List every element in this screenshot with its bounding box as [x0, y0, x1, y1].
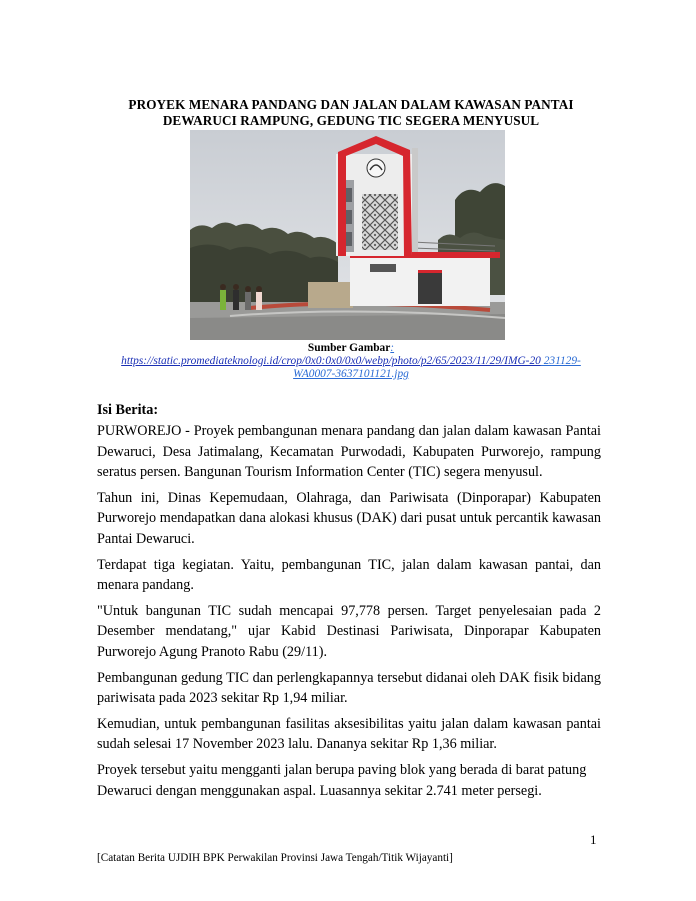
paragraph: Terdapat tiga kegiatan. Yaitu, pembangunan TIC, jalan dalam kawasan pantai, dan menara pandang.	[97, 556, 601, 594]
image-source-link[interactable]: https://static.promediateknologi.id/crop/0x0:0x0/0x0/webp/photo/p2/65/2023/11/29/IMG-20	[121, 355, 541, 367]
title-line-1: PROYEK MENARA PANDANG DAN JALAN DALAM KAWASAN PANTAI	[128, 97, 574, 112]
news-photo	[190, 130, 505, 340]
image-source-link-part-3[interactable]: WA0007-3637101121.jpg	[293, 368, 409, 380]
image-source-link-part-2[interactable]: 231129-	[540, 355, 581, 367]
article-title	[96, 97, 606, 129]
paragraph: Tahun ini, Dinas Kepemudaan, Olahraga, dan Pariwisata (Dinporapar) Kabupaten Purworejo mendapatkan dana alokasi khusus (DAK) dari pusat untuk percantik kawasan Pantai Dewaruci.	[97, 489, 601, 547]
paragraph: PURWOREJO - Proyek pembangunan menara pandang dan jalan dalam kawasan Pantai Dewaruci, Desa Jatimalang, Kecamatan Purwodadi, Kabupaten Purworejo, rampung seratus persen. Bangunan Tourism Information Center (TIC) segera menyusul.	[97, 423, 601, 481]
image-caption	[96, 342, 606, 381]
paragraph: Pembangunan gedung TIC dan perlengkapannya tersebut didanai oleh DAK fisik bidang pariwisata pada 2023 sekitar Rp 1,94 miliar.	[97, 669, 601, 707]
paragraph: Proyek tersebut yaitu mengganti jalan berupa paving blok yang berada di barat patung Dewaruci dengan menggunakan aspal. Luasannya sekitar 2.741 meter persegi.	[97, 761, 587, 799]
article-body	[97, 421, 601, 806]
caption-label-suffix: :	[390, 342, 395, 354]
caption-label-line	[96, 342, 606, 355]
caption-url-line-1	[96, 355, 606, 368]
caption-url-line-2	[96, 368, 606, 381]
title-line-2: DEWARUCI RAMPUNG, GEDUNG TIC SEGERA MENYUSUL	[162, 113, 540, 128]
caption-label: Sumber Gambar	[307, 342, 391, 354]
page-footer: [Catatan Berita UJDIH BPK Perwakilan Provinsi Jawa Tengah/Titik Wijayanti]	[97, 852, 453, 864]
section-heading: Isi Berita:	[97, 402, 159, 418]
paragraph: Kemudian, untuk pembangunan fasilitas aksesibilitas yaitu jalan dalam kawasan pantai sudah selesai 17 November 2023 lalu. Dananya sekitar Rp 1,36 miliar.	[97, 715, 601, 753]
paragraph: "Untuk bangunan TIC sudah mencapai 97,778 persen. Target penyelesaian pada 2 Desember mendatang," ujar Kabid Destinasi Pariwisata, Dinporapar Kabupaten Purworejo Agung Pranoto Rabu (29/11).	[97, 602, 601, 660]
page-number: 1	[590, 832, 597, 847]
